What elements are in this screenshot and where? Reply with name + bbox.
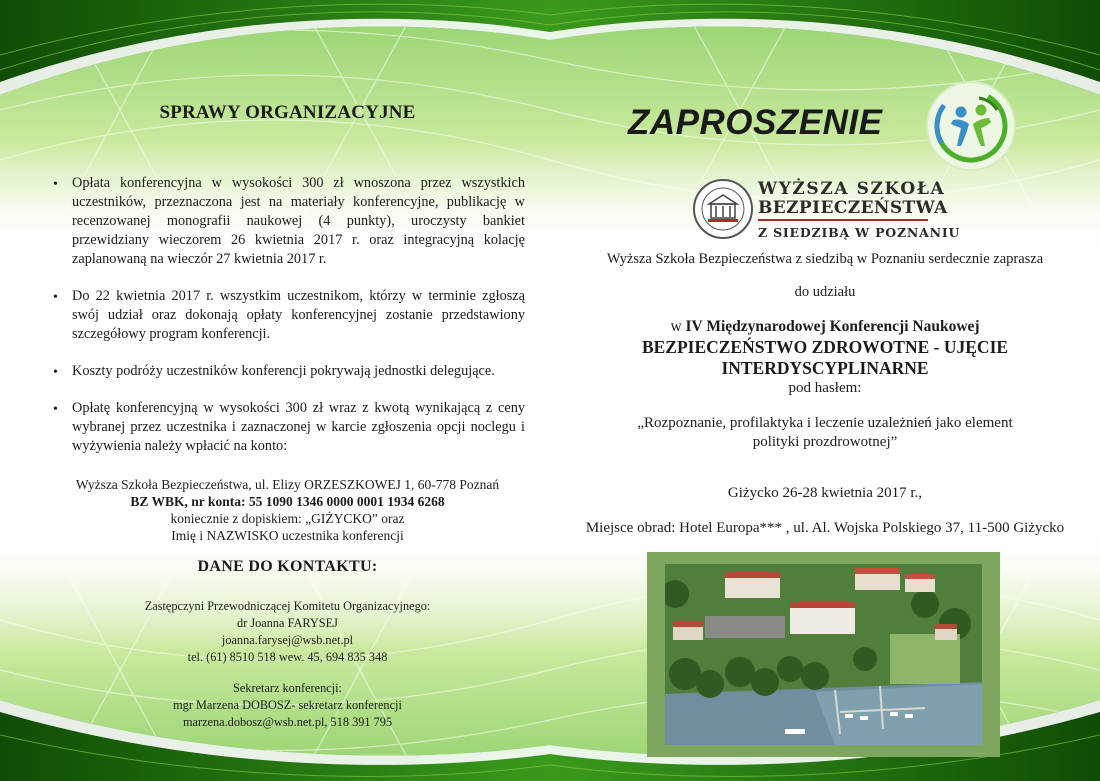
- university-seal-icon: [692, 178, 754, 240]
- payment-note-name: Imię i NAZWISKO uczestnika konferencji: [171, 528, 404, 543]
- university-name-line1: WYŻSZA SZKOŁA: [758, 179, 946, 199]
- payment-note: koniecznie z dopiskiem: „GIŻYCKO” oraz: [170, 511, 405, 526]
- motto-label: pod hasłem:: [788, 380, 862, 396]
- left-panel: [50, 100, 525, 731]
- conference-name: IV Międzynarodowej Konferencji Naukowej: [685, 318, 980, 335]
- organization-heading: SPRAWY ORGANIZACYJNE: [159, 102, 416, 123]
- bank-account: BZ WBK, nr konta: 55 1090 1346 0000 0001 1934 6268: [130, 494, 445, 509]
- health-logo-icon: [925, 80, 1017, 172]
- bullet-icon: •: [53, 177, 58, 192]
- list-item: • Do 22 kwietnia 2017 r. wszystkim uczestnikom, którzy w terminie zgłoszą swój udział oraz dokonają opłaty konferencyjnej zostanie przedstawiony szczegółowy program konferencji.: [53, 288, 525, 342]
- conference-venue: Miejsce obrad: Hotel Europa*** , ul. Al. Wojska Polskiego 37, 11-500 Giżycko: [585, 520, 1065, 536]
- list-item: • Koszty podróży uczestników konferencji pokrywają jednostki delegujące.: [53, 363, 495, 380]
- contact-email[interactable]: marzena.dobosz@wsb.net.pl, 518 391 795: [182, 715, 393, 729]
- contact-role: Zastępczyni Przewodniczącej Komitetu Organizacyjnego:: [144, 599, 431, 613]
- university-name: [758, 180, 960, 240]
- invitation-title: ZAPROSZENIE: [628, 103, 883, 142]
- hotel-aerial-photo: [647, 552, 1000, 757]
- participation-line: do udziału: [794, 284, 856, 300]
- bullet-icon: •: [53, 402, 58, 417]
- contact-email[interactable]: joanna.farysej@wsb.net.pl: [221, 633, 354, 647]
- bullet-icon: •: [53, 290, 58, 305]
- invite-line: Wyższa Szkoła Bezpieczeństwa z siedzibą w Poznaniu serdecznie zaprasza: [606, 251, 1044, 267]
- university-name-divider: [758, 219, 928, 221]
- payment-address: Wyższa Szkoła Bezpieczeństwa, ul. Elizy ORZESZKOWEJ 1, 60-778 Poznań: [75, 477, 500, 492]
- conference-name-line: [575, 318, 1075, 336]
- university-name-line2: BEZPIECZEŃSTWA: [758, 198, 948, 218]
- list-item: • Opłata konferencyjna w wysokości 300 zł wnoszona przez wszystkich uczestników, przeznaczona jest na materiały konferencyjne, publikację w recenzowanej monografii naukowej (4 punkty), uroczysty bankiet przewidziany wieczorem 26 kwietnia 2017 r. oraz integracyjną kolację zaplanowaną na wieczór 27 kwietnia 2017 r.: [53, 175, 525, 267]
- conference-title: BEZPIECZEŃSTWO ZDROWOTNE - UJĘCIE INTERDYSCYPLINARNE: [641, 337, 1009, 378]
- conference-date: Giżycko 26-28 kwietnia 2017 r.,: [727, 485, 923, 501]
- conference-motto: „Rozpoznanie, profilaktyka i leczenie uzależnień jako element polityki prozdrowotnej”: [637, 415, 1013, 450]
- contact-role: Sekretarz konferencji:: [233, 681, 342, 695]
- contact-phone: tel. (61) 8510 518 wew. 45, 694 835 348: [187, 650, 388, 664]
- contact-secretary: [50, 680, 525, 731]
- contact-name: dr Joanna FARYSEJ: [237, 616, 338, 630]
- organization-list: [50, 174, 525, 456]
- contact-heading: DANE DO KONTAKTU:: [197, 558, 378, 575]
- bullet-icon: •: [53, 365, 58, 380]
- conference-prefix: w: [670, 318, 686, 335]
- list-item: • Opłatę konferencyjną w wysokości 300 zł wraz z kwotą wynikającą z ceny wybranej przez uczestnika i zaznaczonej w karcie zgłoszenia opcji noclegu i wyżywienia należy wpłacić na konto:: [53, 400, 525, 454]
- contact-organizer: [50, 598, 525, 666]
- university-name-line3: Z SIEDZIBĄ W POZNANIU: [758, 225, 961, 240]
- contact-name: mgr Marzena DOBOSZ- sekretarz konferencji: [173, 698, 402, 712]
- payment-details: [50, 476, 525, 544]
